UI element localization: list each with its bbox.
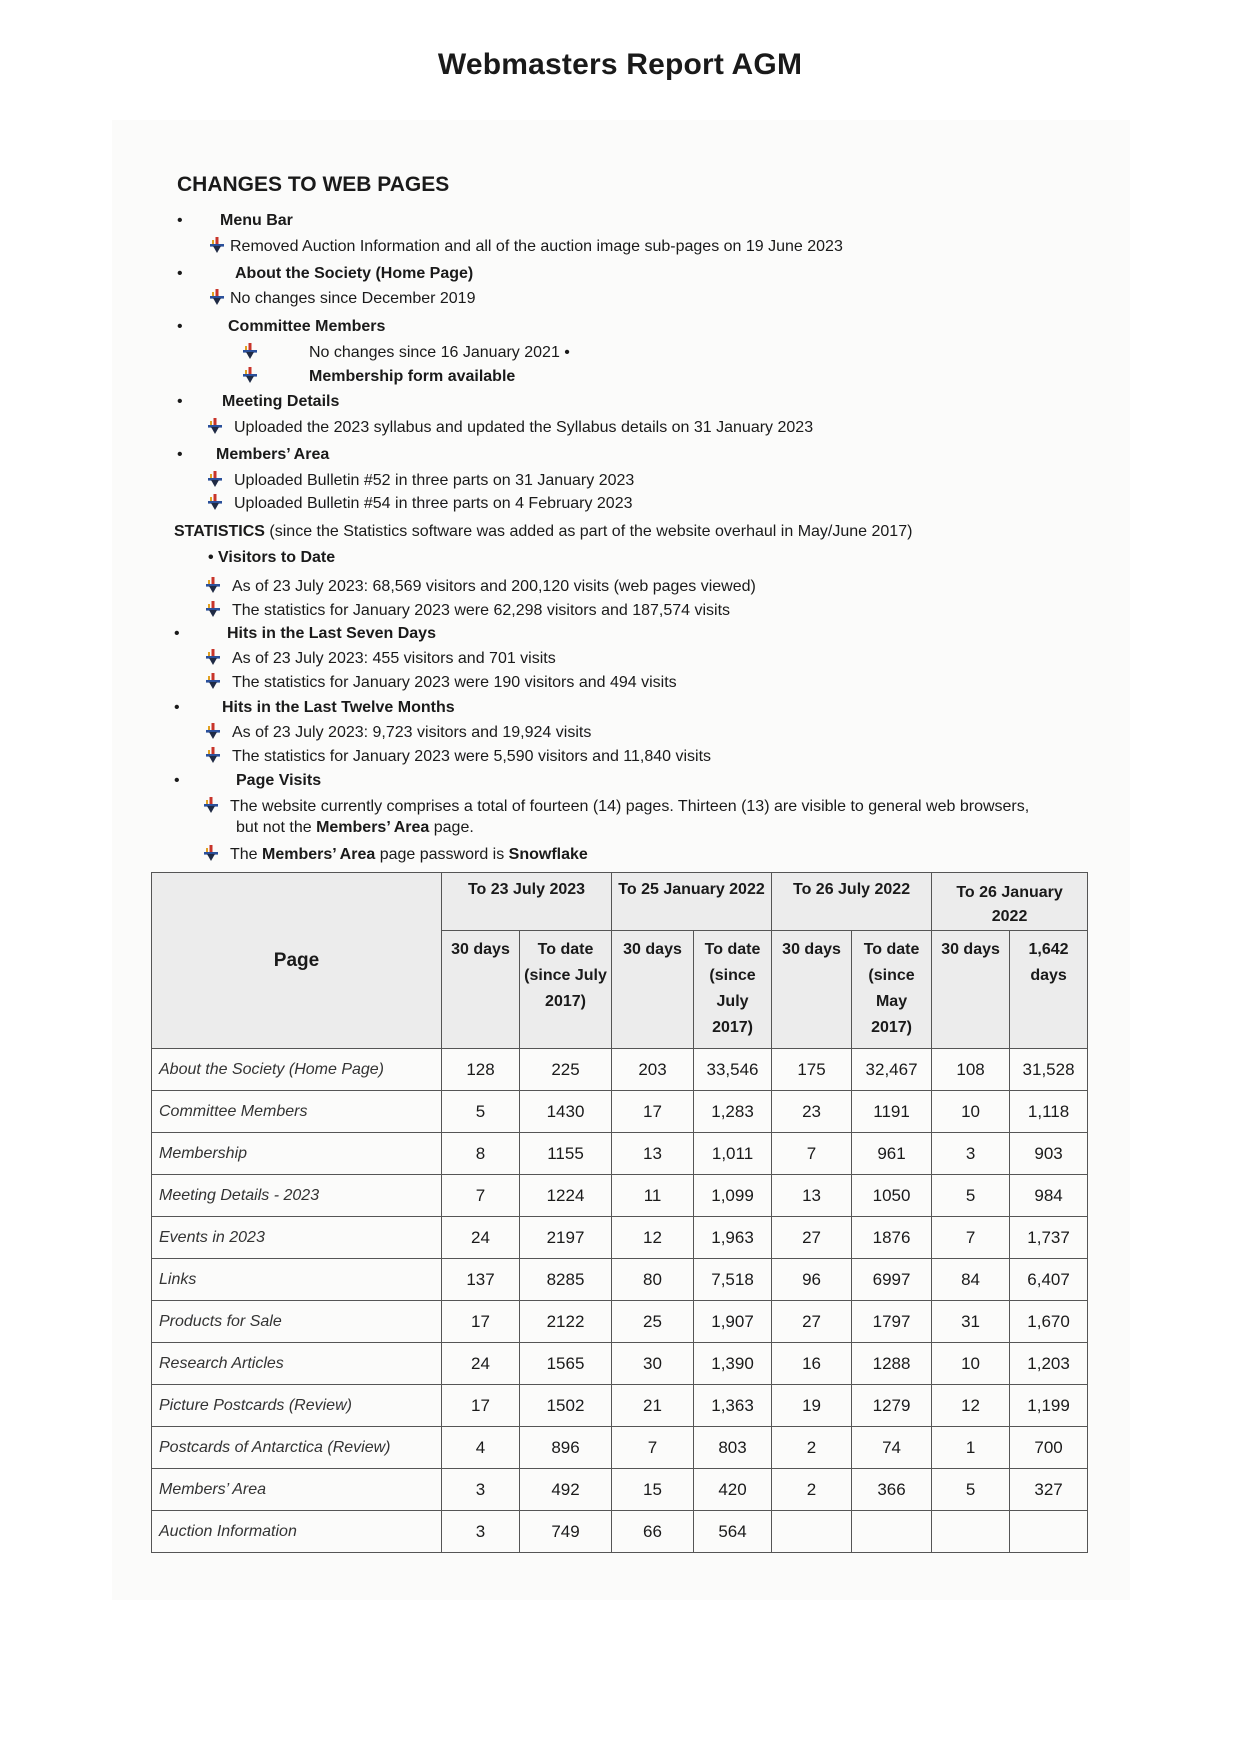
column-header: 30 days: [442, 931, 520, 1049]
value-cell: 27: [772, 1301, 852, 1343]
page-name-cell: Links: [152, 1259, 442, 1301]
twelve-months-label: Hits in the Last Twelve Months: [222, 699, 455, 716]
value-cell: 1502: [520, 1385, 612, 1427]
value-cell: 3: [442, 1469, 520, 1511]
about-label: About the Society (Home Page): [235, 265, 474, 282]
value-cell: 1: [932, 1427, 1010, 1469]
page-name-cell: Picture Postcards (Review): [152, 1385, 442, 1427]
password-line: The Members’ Area page password is Snowflake: [204, 845, 588, 864]
arrow-bullet-icon: [210, 237, 224, 253]
value-cell: 2197: [520, 1217, 612, 1259]
table-row: [152, 1049, 1088, 1091]
value-cell: 128: [442, 1049, 520, 1091]
value-cell: 1,011: [694, 1133, 772, 1175]
bullet: •: [177, 446, 183, 463]
bullet: •: [177, 393, 183, 410]
list-item: The statistics for January 2023 were 5,590 visitors and 11,840 visits: [206, 747, 711, 766]
value-cell: 7,518: [694, 1259, 772, 1301]
table-row: [152, 1427, 1088, 1469]
visitors-label: • Visitors to Date: [208, 549, 336, 566]
table-body: [152, 1049, 1088, 1553]
value-cell: 10: [932, 1343, 1010, 1385]
page-name-cell: Products for Sale: [152, 1301, 442, 1343]
value-cell: 6997: [852, 1259, 932, 1301]
value-cell: 30: [612, 1343, 694, 1385]
value-cell: 32,467: [852, 1049, 932, 1091]
value-cell: 3: [442, 1511, 520, 1553]
value-cell: 96: [772, 1259, 852, 1301]
value-cell: 17: [442, 1301, 520, 1343]
value-cell: 31,528: [1010, 1049, 1088, 1091]
value-cell: 749: [520, 1511, 612, 1553]
value-cell: 27: [772, 1217, 852, 1259]
value-cell: 1,203: [1010, 1343, 1088, 1385]
list-item: The statistics for January 2023 were 62,298 visitors and 187,574 visits: [206, 601, 730, 620]
value-cell: 108: [932, 1049, 1010, 1091]
table-row: [152, 1385, 1088, 1427]
arrow-bullet-icon: [206, 673, 220, 689]
arrow-bullet-icon: [210, 289, 224, 305]
page-name-cell: Auction Information: [152, 1511, 442, 1553]
bullet: •: [174, 772, 180, 789]
value-cell: 1,390: [694, 1343, 772, 1385]
value-cell: 1797: [852, 1301, 932, 1343]
value-cell: 8285: [520, 1259, 612, 1301]
value-cell: 1,118: [1010, 1091, 1088, 1133]
value-cell: 137: [442, 1259, 520, 1301]
value-cell: 7: [442, 1175, 520, 1217]
value-cell: 1876: [852, 1217, 932, 1259]
page-name-cell: Events in 2023: [152, 1217, 442, 1259]
value-cell: 66: [612, 1511, 694, 1553]
column-header: 30 days: [612, 931, 694, 1049]
table-row: [152, 1091, 1088, 1133]
value-cell: 1565: [520, 1343, 612, 1385]
value-cell: 2: [772, 1427, 852, 1469]
value-cell: 4: [442, 1427, 520, 1469]
list-item: No changes since December 2019: [210, 289, 475, 308]
document-title: Webmasters Report AGM: [437, 48, 803, 81]
value-cell: 5: [932, 1469, 1010, 1511]
period-header: To 26 July 2022: [772, 873, 932, 931]
column-header: To date (since July 2017): [520, 931, 612, 1049]
value-cell: 19: [772, 1385, 852, 1427]
list-item-continuation: but not the Members’ Area page.: [236, 819, 474, 836]
value-cell: 1050: [852, 1175, 932, 1217]
value-cell: 84: [932, 1259, 1010, 1301]
value-cell: 1,099: [694, 1175, 772, 1217]
page-name-cell: About the Society (Home Page): [152, 1049, 442, 1091]
value-cell: 1,363: [694, 1385, 772, 1427]
value-cell: 23: [772, 1091, 852, 1133]
value-cell: 492: [520, 1469, 612, 1511]
value-cell: 3: [932, 1133, 1010, 1175]
value-cell: 1,963: [694, 1217, 772, 1259]
bullet: •: [177, 212, 183, 229]
seven-days-label: Hits in the Last Seven Days: [227, 625, 436, 642]
value-cell: 12: [612, 1217, 694, 1259]
arrow-bullet-icon: [206, 723, 220, 739]
list-item: No changes since 16 January 2021 •: [243, 343, 570, 362]
value-cell: 7: [932, 1217, 1010, 1259]
value-cell: 2: [772, 1469, 852, 1511]
value-cell: 1224: [520, 1175, 612, 1217]
period-header: To 23 July 2023: [442, 873, 612, 931]
value-cell: 31: [932, 1301, 1010, 1343]
bullet: •: [174, 699, 180, 716]
page-name-cell: Research Articles: [152, 1343, 442, 1385]
list-item: The statistics for January 2023 were 190 visitors and 494 visits: [206, 673, 677, 692]
arrow-bullet-icon: [243, 367, 257, 383]
column-header: 30 days: [772, 931, 852, 1049]
value-cell: 25: [612, 1301, 694, 1343]
value-cell: 24: [442, 1217, 520, 1259]
value-cell: 1288: [852, 1343, 932, 1385]
value-cell: 74: [852, 1427, 932, 1469]
bullet: •: [177, 318, 183, 335]
table-row: [152, 1343, 1088, 1385]
value-cell: 203: [612, 1049, 694, 1091]
value-cell: 7: [772, 1133, 852, 1175]
list-item: Uploaded Bulletin #54 in three parts on 4 February 2023: [208, 494, 632, 513]
menu-bar-label: Menu Bar: [220, 212, 293, 229]
table-row: [152, 1259, 1088, 1301]
members-label: Members’ Area: [216, 446, 330, 463]
value-cell: 17: [612, 1091, 694, 1133]
period-header: To 26 January 2022: [932, 873, 1088, 931]
value-cell: 5: [932, 1175, 1010, 1217]
value-cell: 961: [852, 1133, 932, 1175]
arrow-bullet-icon: [204, 797, 218, 813]
value-cell: 1,199: [1010, 1385, 1088, 1427]
bullet: •: [174, 625, 180, 642]
period-header: To 25 January 2022: [612, 873, 772, 931]
page-name-cell: Membership: [152, 1133, 442, 1175]
table-row: [152, 1469, 1088, 1511]
value-cell: 1191: [852, 1091, 932, 1133]
arrow-bullet-icon: [208, 471, 222, 487]
list-item: As of 23 July 2023: 9,723 visitors and 19,924 visits: [206, 723, 591, 742]
value-cell: 24: [442, 1343, 520, 1385]
value-cell: 10: [932, 1091, 1010, 1133]
arrow-bullet-icon: [204, 845, 218, 861]
table-row: [152, 1511, 1088, 1553]
value-cell: 896: [520, 1427, 612, 1469]
list-item: Removed Auction Information and all of the auction image sub-pages on 19 June 2023: [210, 237, 843, 256]
table-row: [152, 1301, 1088, 1343]
committee-label: Committee Members: [228, 318, 386, 335]
page-column-header: Page: [152, 873, 442, 1049]
table-row: [152, 1175, 1088, 1217]
value-cell: 1430: [520, 1091, 612, 1133]
value-cell: 1279: [852, 1385, 932, 1427]
list-item: The website currently comprises a total of fourteen (14) pages. Thirteen (13) are visible to general web browsers,: [204, 797, 1029, 816]
value-cell: 1,283: [694, 1091, 772, 1133]
page-name-cell: Meeting Details - 2023: [152, 1175, 442, 1217]
value-cell: 80: [612, 1259, 694, 1301]
value-cell: 15: [612, 1469, 694, 1511]
arrow-bullet-icon: [206, 747, 220, 763]
column-header: To date (since May 2017): [852, 931, 932, 1049]
value-cell: 21: [612, 1385, 694, 1427]
value-cell: 700: [1010, 1427, 1088, 1469]
bullet: •: [177, 265, 183, 282]
value-cell: [852, 1511, 932, 1553]
value-cell: 803: [694, 1427, 772, 1469]
column-header: 1,642 days: [1010, 931, 1088, 1049]
list-item: As of 23 July 2023: 455 visitors and 701 visits: [206, 649, 556, 668]
statistics-heading: STATISTICS (since the Statistics software was added as part of the website overhaul in May/June 2017): [174, 523, 913, 540]
arrow-bullet-icon: [206, 649, 220, 665]
list-item: As of 23 July 2023: 68,569 visitors and 200,120 visits (web pages viewed): [206, 577, 756, 596]
page-name-cell: Postcards of Antarctica (Review): [152, 1427, 442, 1469]
value-cell: 13: [612, 1133, 694, 1175]
arrow-bullet-icon: [206, 577, 220, 593]
value-cell: 1,670: [1010, 1301, 1088, 1343]
value-cell: 175: [772, 1049, 852, 1091]
value-cell: 984: [1010, 1175, 1088, 1217]
value-cell: 1,907: [694, 1301, 772, 1343]
list-item: Uploaded the 2023 syllabus and updated the Syllabus details on 31 January 2023: [208, 418, 813, 437]
table-row: [152, 1133, 1088, 1175]
value-cell: [772, 1511, 852, 1553]
value-cell: 5: [442, 1091, 520, 1133]
value-cell: 12: [932, 1385, 1010, 1427]
value-cell: [1010, 1511, 1088, 1553]
value-cell: 17: [442, 1385, 520, 1427]
value-cell: [932, 1511, 1010, 1553]
value-cell: 11: [612, 1175, 694, 1217]
arrow-bullet-icon: [208, 494, 222, 510]
list-item: Membership form available: [243, 367, 515, 386]
arrow-bullet-icon: [206, 601, 220, 617]
value-cell: 327: [1010, 1469, 1088, 1511]
value-cell: 903: [1010, 1133, 1088, 1175]
value-cell: 8: [442, 1133, 520, 1175]
page-name-cell: Members’ Area: [152, 1469, 442, 1511]
value-cell: 1155: [520, 1133, 612, 1175]
value-cell: 6,407: [1010, 1259, 1088, 1301]
value-cell: 420: [694, 1469, 772, 1511]
value-cell: 366: [852, 1469, 932, 1511]
page-visits-table: [151, 872, 1088, 1553]
value-cell: 225: [520, 1049, 612, 1091]
value-cell: 564: [694, 1511, 772, 1553]
column-header: 30 days: [932, 931, 1010, 1049]
value-cell: 2122: [520, 1301, 612, 1343]
arrow-bullet-icon: [208, 418, 222, 434]
page-visits-label: Page Visits: [236, 772, 322, 789]
value-cell: 16: [772, 1343, 852, 1385]
value-cell: 1,737: [1010, 1217, 1088, 1259]
page-name-cell: Committee Members: [152, 1091, 442, 1133]
value-cell: 33,546: [694, 1049, 772, 1091]
arrow-bullet-icon: [243, 343, 257, 359]
value-cell: 13: [772, 1175, 852, 1217]
meeting-label: Meeting Details: [222, 393, 340, 410]
value-cell: 7: [612, 1427, 694, 1469]
list-item: Uploaded Bulletin #52 in three parts on 31 January 2023: [208, 471, 634, 490]
table-row: [152, 1217, 1088, 1259]
column-header: To date (since July 2017): [694, 931, 772, 1049]
changes-heading: CHANGES TO WEB PAGES: [177, 173, 450, 196]
